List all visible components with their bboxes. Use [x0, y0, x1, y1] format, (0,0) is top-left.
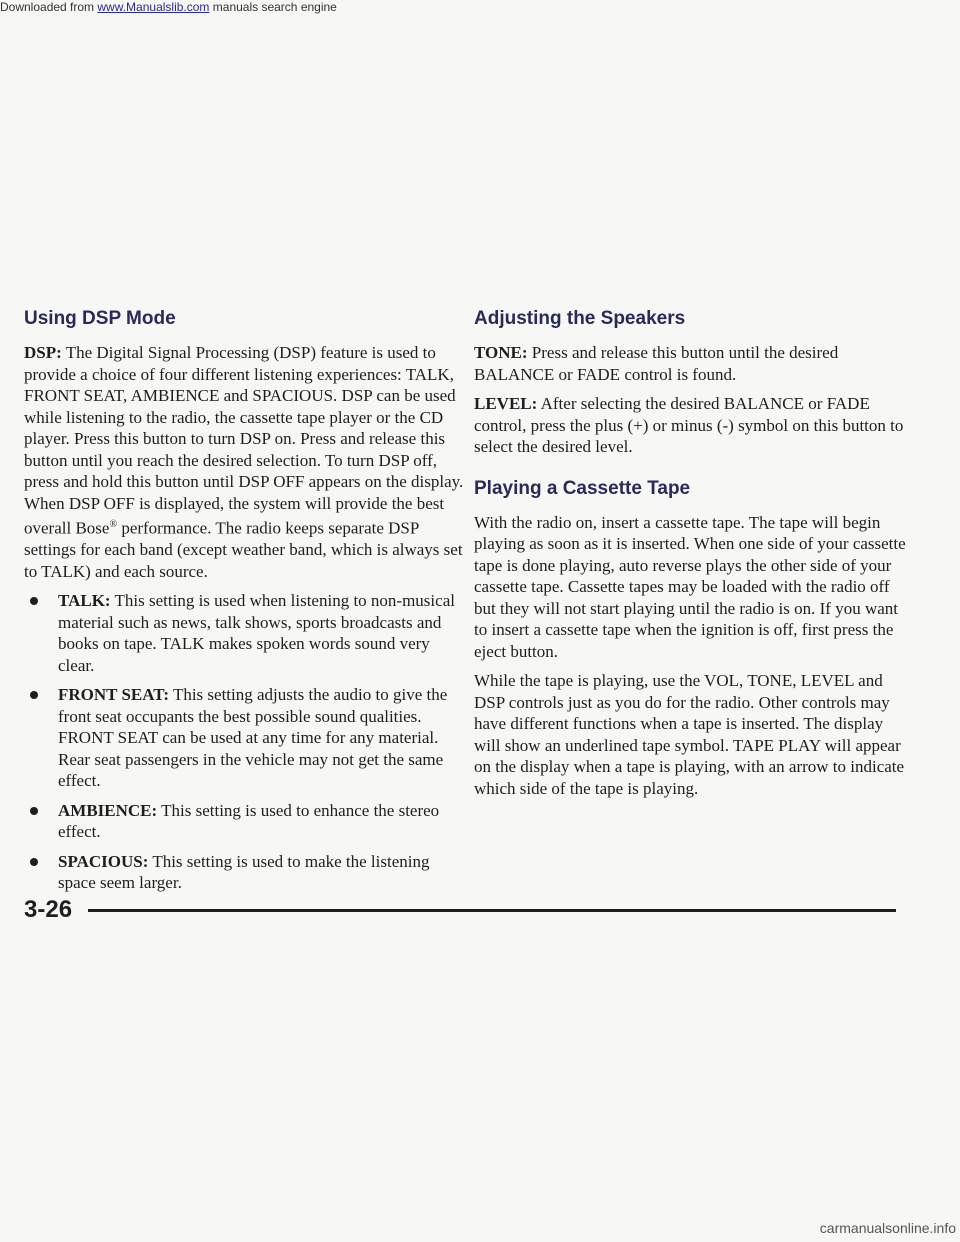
footer-rule: [88, 909, 896, 912]
site-watermark: carmanualsonline.info: [819, 1220, 956, 1236]
right-column: [474, 308, 906, 807]
download-watermark: Downloaded from www.Manualslib.com manuals search engine: [0, 0, 337, 14]
bullet-icon: [30, 807, 38, 815]
page-footer: [24, 896, 896, 926]
heading-adjusting-speakers: Adjusting the Speakers: [474, 308, 686, 329]
list-item-ambience: AMBIENCE: This setting is used to enhance the stereo effect.: [24, 800, 464, 843]
page-number: 3-26: [24, 896, 73, 923]
bullet-icon: [30, 691, 38, 699]
list-item-spacious: SPACIOUS: This setting is used to make the listening space seem larger.: [24, 851, 464, 894]
level-paragraph: LEVEL: After selecting the desired BALANCE or FADE control, press the plus (+) or minus (-) symbol on this button to select the desired level.: [474, 394, 904, 456]
list-item-talk: TALK: This setting is used when listening to non-musical material such as news, talk shows, sports broadcasts and books on tape. TALK makes spoken words sound very clear.: [24, 590, 464, 676]
cassette-paragraph-2: While the tape is playing, use the VOL, TONE, LEVEL and DSP controls just as you do for the radio. Other controls may have different functions when a tape is inserted. The display will show an underlined tape symbol. TAPE PLAY will appear on the display when a tape is playing, with an arrow to indicate which side of the tape is playing.: [474, 671, 905, 798]
dsp-mode-list: [24, 590, 464, 894]
tone-paragraph: TONE: Press and release this button until the desired BALANCE or FADE control is found.: [474, 343, 839, 384]
heading-using-dsp-mode: Using DSP Mode: [24, 308, 176, 329]
dsp-term: DSP:: [24, 343, 62, 362]
heading-playing-cassette: Playing a Cassette Tape: [474, 477, 691, 499]
dsp-intro-paragraph: DSP: The Digital Signal Processing (DSP) feature is used to provide a choice of four different listening experiences: TALK, FRONT SEAT, AMBIENCE and SPACIOUS. DSP can be used while listening to the radio, the cassette tape player or the CD player. Press this button to turn DSP on. Press and release this button until you reach the desired selection. To turn DSP off, press and hold this button until DSP OFF appears on the display. When DSP OFF is displayed, the system will provide the best overall Bose® performance. The radio keeps separate DSP settings for each band (except weather band, which is always set to TALK) and each source.: [24, 343, 464, 581]
cassette-paragraph-1: With the radio on, insert a cassette tape. The tape will begin playing as soon as it is inserted. When one side of your cassette tape is done playing, auto reverse plays the other side of your cassette tape. Cassette tapes may be loaded with the radio off but they will not start playing until the radio is on. If you want to insert a cassette tape when the ignition is off, first press the eject button.: [474, 512, 906, 661]
bullet-icon: [30, 597, 38, 605]
bullet-icon: [30, 858, 38, 866]
manualslib-link[interactable]: www.Manualslib.com: [97, 0, 210, 14]
list-item-front-seat: FRONT SEAT: This setting adjusts the audio to give the front seat occupants the best possible sound qualities. FRONT SEAT can be used at any time for any material. Rear seat passengers in the vehicle may not get the same effect.: [24, 684, 464, 792]
left-column: [24, 308, 464, 902]
